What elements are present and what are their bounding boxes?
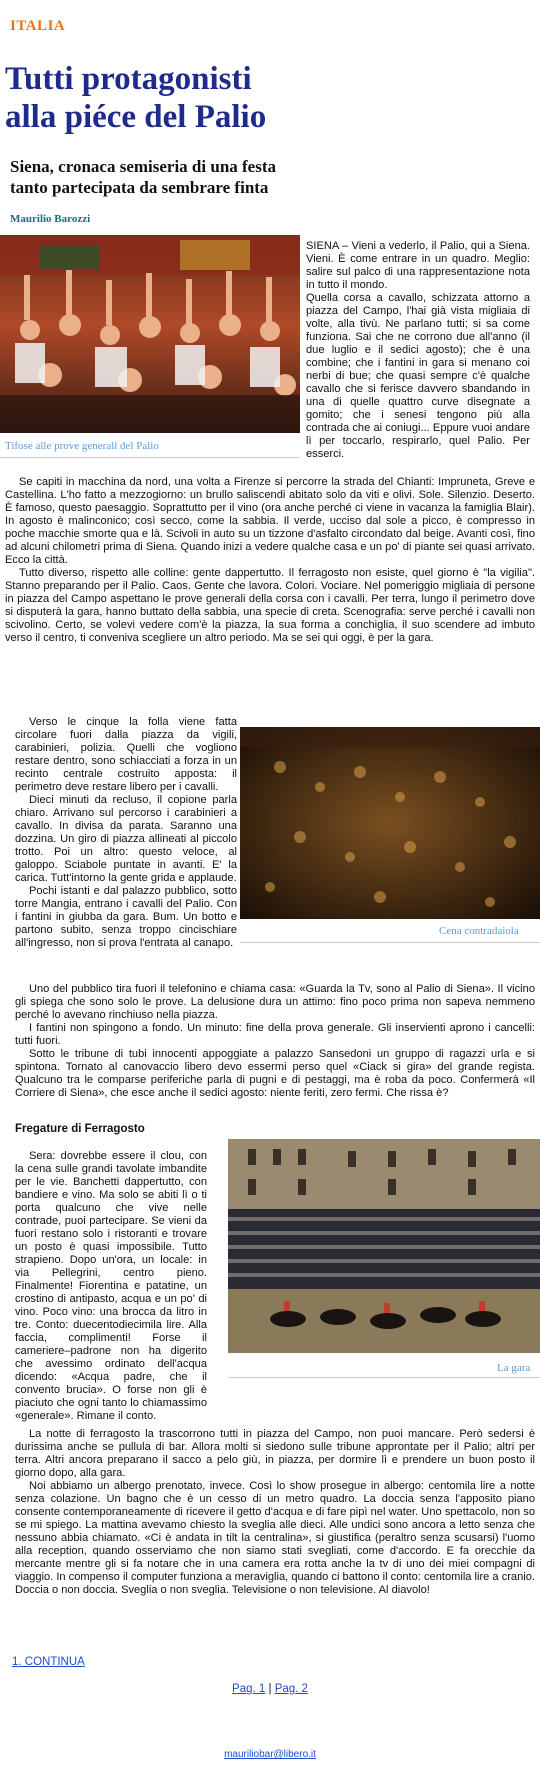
photo-gara — [228, 1139, 540, 1353]
photo-tifose — [0, 235, 300, 433]
caption-divider — [228, 1377, 540, 1378]
headline-line-1: Tutti protagonisti — [5, 61, 252, 97]
footer-email-link[interactable]: mauriliobar@libero.it — [224, 1749, 316, 1760]
body-paragraph: Se capiti in macchina da nord, una volta a Firenze si percorre la strada del Chianti: Impruneta, Greve e Castellina. L'ho fatto a mezzogiorno: un brullo saliscendi abitato solo da viti e olivi. Sole. Silenzio. Deserto. È famoso, questo paesaggio. Soprattutto per il vino (ora anche perché ci viene in vacanza la famiglia Blair). In agosto è malinconico; così secco, come la sabbia. Il verde, ucciso dal sole a picco, è compresso in poche macchie smorte qua e là. Scivoli in auto su un tizzone d'asfalto circondato dal beige. Avanti così, fino ad alcuni chilometri prima di Siena. Quando inizi a vedere qualche casa e un po' di piante sei quasi arrivato. Ecco la città. — [5, 476, 535, 566]
photo-cena-image — [240, 727, 540, 919]
intro-paragraph: SIENA – Vieni a vederlo, il Palio, qui a Siena. Vieni. È come entrare in un quadro. Meglio: salire sul palco di una rappresentazione nota in tutto il mondo. — [306, 240, 530, 291]
photo-cena-caption: Cena contradaiola — [439, 925, 519, 937]
body-text-4 — [15, 1150, 207, 1423]
photo-cena — [240, 727, 540, 919]
body-paragraph: Verso le cinque la folla viene fatta circolare fuori dalla piazza da vigili, carabinieri, polizia. Quelli che vogliono restare dentro, sono schiacciati a forza in un recinto centrale costruito apposta: il perimetro deve restare libero per i cavalli. — [15, 716, 237, 793]
caption-divider — [240, 942, 540, 943]
intro-text — [306, 240, 530, 461]
footer — [0, 1748, 540, 1761]
subheadline-line-1: Siena, cronaca semiseria di una festa — [10, 157, 277, 176]
page-2-link[interactable]: Pag. 2 — [274, 1683, 308, 1695]
headline — [5, 60, 445, 136]
page-1-link[interactable]: Pag. 1 — [232, 1683, 266, 1695]
body-text-5 — [15, 1428, 535, 1597]
body-text-3 — [15, 983, 535, 1100]
body-paragraph: La notte di ferragosto la trascorrono tutti in piazza del Campo, non puoi mancare. Però sedersi è durissima anche se pullula di bar. Allora molti si siedono sulle tribune approntate per il Palio; altri per terra. Altri ancora preparano il sacco a pelo giù, in piazza, per dormire lì e prendere un buon posto il giorno dopo, alla gara. — [15, 1428, 535, 1479]
author-byline: Maurilio Barozzi — [10, 213, 91, 225]
pagination-separator: | — [265, 1683, 275, 1695]
body-paragraph: Uno del pubblico tira fuori il telefonino e chiama casa: «Guarda la Tv, sono al Palio di Siena». Il vicino gli spiega che sono solo le prove. La delusione dura un attimo: fino poco prima non sapeva nemmeno perché lo avevano rinchiuso nella piazza. — [15, 983, 535, 1021]
body-paragraph: Tutto diverso, rispetto alle colline: gente dappertutto. Il ferragosto non esiste, quel giorno è "la vigilia". Stanno preparando per il Palio. Caos. Gente che lavora. Colori. Vociare. Nel pomeriggio migliaia di persone in piazza del Campo aspettano le prove generali della corsa con i cavalli. Per terra, lungo il perimetro dove si disputerà la gara, hanno buttato della sabbia, una specie di creta. Scenografia: serve perché i cavalli non scivolino. Certo, se volevi vedere com'è la piazza, la sua forma a conchiglia, il suo scendere ad imbuto verso il centro, ti conveniva scegliere un altro periodo. Ma se sei qui oggi, è per la gara. — [5, 567, 535, 644]
body-text-2 — [15, 716, 237, 950]
pagination — [0, 1683, 540, 1696]
body-paragraph: Pochi istanti e dal palazzo pubblico, sotto torre Mangia, entrano i cavalli del Palio. Con i fantini in giubba da gara. Bum. Un botto e partono subito, senza troppo cincischiare all'ingresso, non si prova l'entrata al canapo. — [15, 885, 237, 949]
section-label: ITALIA — [10, 18, 66, 34]
subheadline — [10, 156, 430, 198]
intro-paragraph: Quella corsa a cavallo, schizzata attorno a piazza del Campo, l'hai già vista migliaia di volte, alla tivù. Ne parlano tutti; si sa come funziona. Sai che ne corrono due all'anno (il due luglio e il sedici agosto); che è una combine; che i fantini in gara si menano coi nerbi di bue; che quasi sempre c'è qualche cavallo che si ferisce davvero sbandando in una di quelle quattro curve disegnate a gomito; che i senesi tengono più alla contrada che ai coniugi... Eppure vuoi andare lì per toccarlo, respirarlo, quel Palio. Per esserci. — [306, 292, 530, 460]
body-paragraph: I fantini non spingono a fondo. Un minuto: fine della prova generale. Gli inservienti aprono i cancelli: tutti fuori. — [15, 1022, 535, 1047]
photo-tifose-image — [0, 235, 300, 433]
body-text-1 — [5, 476, 535, 645]
body-paragraph: Sotto le tribune di tubi innocenti appoggiate a palazzo Sansedoni un gruppo di ragazzi urla e si spintona. Tornato al canovaccio libero devo essermi perso quel «Ciack si gira» del grande regista. Qualcuno tra le comparse periferiche parla di pugni e di pestaggi, ma è roba da poco. Confermerà «Il Corriere di Siena», che esce anche il sedici agosto: niente feriti, zero fermi. Che rissa è? — [15, 1048, 535, 1099]
caption-divider — [0, 457, 300, 458]
body-paragraph: Noi abbiamo un albergo prenotato, invece. Così lo show prosegue in albergo: centomila lire a notte senza colazione. Un bagno che è un cesso di un metro quadro. La doccia senza l'apposito piano consente contemporaneamente di ricevere il getto d'acqua e di fare pipì nel water. Uno spettacolo, non so se mi spiego. La mattina avevamo chiesto la sveglia alle dieci. Alle undici sono ancora a letto senza che nessuno abbia chiamato. «Ci è andata in tilt la centralina», si giustifica (peraltro senza scusarsi) l'uomo alla reception, quando osserviamo che non siamo stati svegliati, come d'accordo. E fa orecchie da mercante mentre gli si fa notare che in una camera era rotta anche la tv di uno dei miei compagni di viaggio. In compenso il computer funziona a meraviglia, quando ci battono il conto: centomila lire a cranio. Doccia o non doccia. Sveglia o non sveglia. Televisione o non televisione. Al diavolo! — [15, 1480, 535, 1596]
photo-gara-caption: La gara — [497, 1362, 531, 1374]
subheadline-line-2: tanto partecipata da sembrare finta — [10, 178, 269, 197]
body-paragraph: Sera: dovrebbe essere il clou, con la cena sulle grandi tavolate imbandite per le vie. Banchetti dappertutto, con bandiere e vino. Ma solo se abiti lì o ti porta qualcuno che vive nelle contrade, puoi partecipare. Se vieni da fuori restano solo i ristoranti e trovare un posto è quasi impossibile. Tutto strapieno. Dopo un'ora, un locale: in via Pellegrini, centro pieno. Finalmente! Fiorentina e patatine, un crostino di antipasto, acqua e un po' di vino. Poco vino: una brocca da litro in tre. Conto: duecentodiecimila lire. Alla faccia, complimenti! Forse il cameriere–padrone non ha digerito che avessimo ordinato dell'acqua dicendo: «Acqua padre, che il convento brucia». O forse non gli è piaciuto che ogni tanto lo chiamassimo «generale». Rimane il conto. — [15, 1150, 207, 1422]
photo-gara-image — [228, 1139, 540, 1353]
continue-link[interactable]: 1. CONTINUA — [12, 1656, 85, 1668]
subsection-title: Fregature di Ferragosto — [15, 1123, 145, 1135]
body-paragraph: Dieci minuti da recluso, il copione parla chiaro. Arrivano sul percorso i carabinieri a cavallo. In divisa da parata. Saranno una dozzina. Un giro di piazza allineati al piccolo trotto. Poi un altro: questo veloce, al galoppo. Sciabole puntate in avanti. E' la carica. Tutt'intorno la gente grida e applaude. — [15, 794, 237, 884]
headline-line-2: alla piéce del Palio — [5, 99, 267, 135]
photo-tifose-caption: Tifose alle prove generali del Palio — [5, 440, 159, 452]
